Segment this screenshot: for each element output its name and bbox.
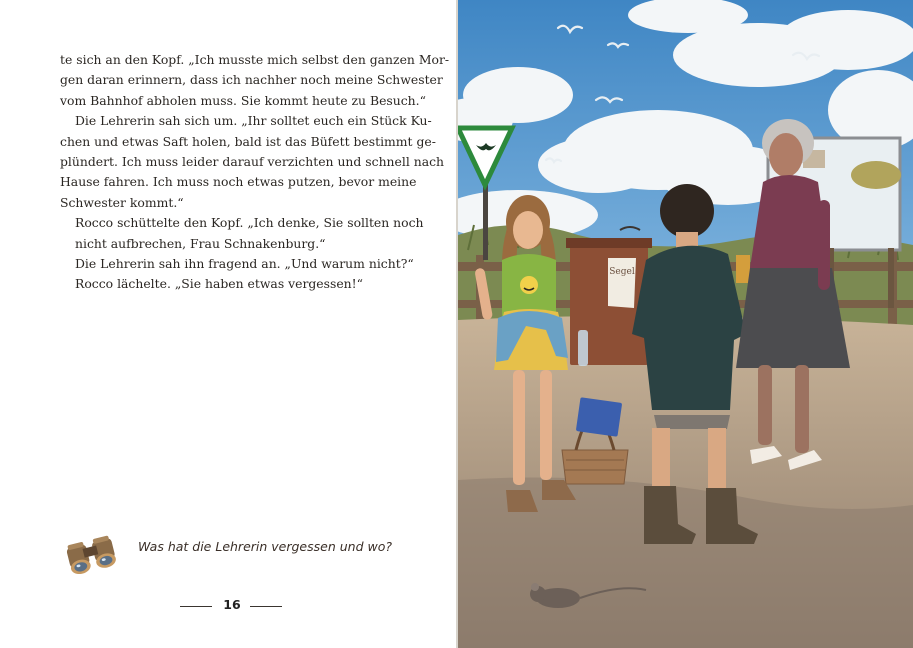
story-text [60, 50, 450, 295]
text-line: nicht aufbrechen, Frau Schnakenburg.“ [75, 235, 326, 251]
text-line: Schwester kommt.“ [60, 194, 184, 210]
divider [180, 606, 212, 607]
text-line: Hause fahren. Ich muss noch etwas putzen, bevor meine [60, 174, 417, 190]
page-number-footer [180, 596, 284, 618]
text-line: vom Bahnhof abholen muss. Sie kommt heute zu Besuch.“ [60, 92, 426, 108]
question-text: Was hat die Lehrerin vergessen und wo? [138, 539, 392, 554]
beach-scene-illustration [458, 0, 913, 648]
towel [736, 255, 750, 283]
question-box [62, 530, 442, 578]
text-line: gen daran erinnern, dass ich nachher noch meine Schwester [60, 72, 443, 88]
text-line: Rocco lächelte. „Sie haben etwas vergessen!“ [75, 276, 363, 292]
text-line: Die Lehrerin sah sich um. „Ihr solltet euch ein Stück Ku- [75, 113, 432, 129]
text-line: Die Lehrerin sah ihn fragend an. „Und warum nicht?“ [75, 256, 414, 272]
page-number: 16 [223, 597, 241, 612]
text-line: chen und etwas Saft holen, bald ist das Büfett bestimmt ge- [60, 133, 436, 149]
illustration [458, 0, 913, 648]
binoculars-icon [62, 534, 120, 574]
divider [250, 606, 282, 607]
text-line: Rocco schüttelte den Kopf. „Ich denke, Sie sollten noch [75, 215, 424, 231]
svg-text:Segel: Segel [609, 267, 635, 277]
text-line: plündert. Ich muss leider darauf verzichten und schnell nach [60, 154, 445, 170]
text-line: te sich an den Kopf. „Ich musste mich selbst den ganzen Mor- [60, 52, 450, 67]
